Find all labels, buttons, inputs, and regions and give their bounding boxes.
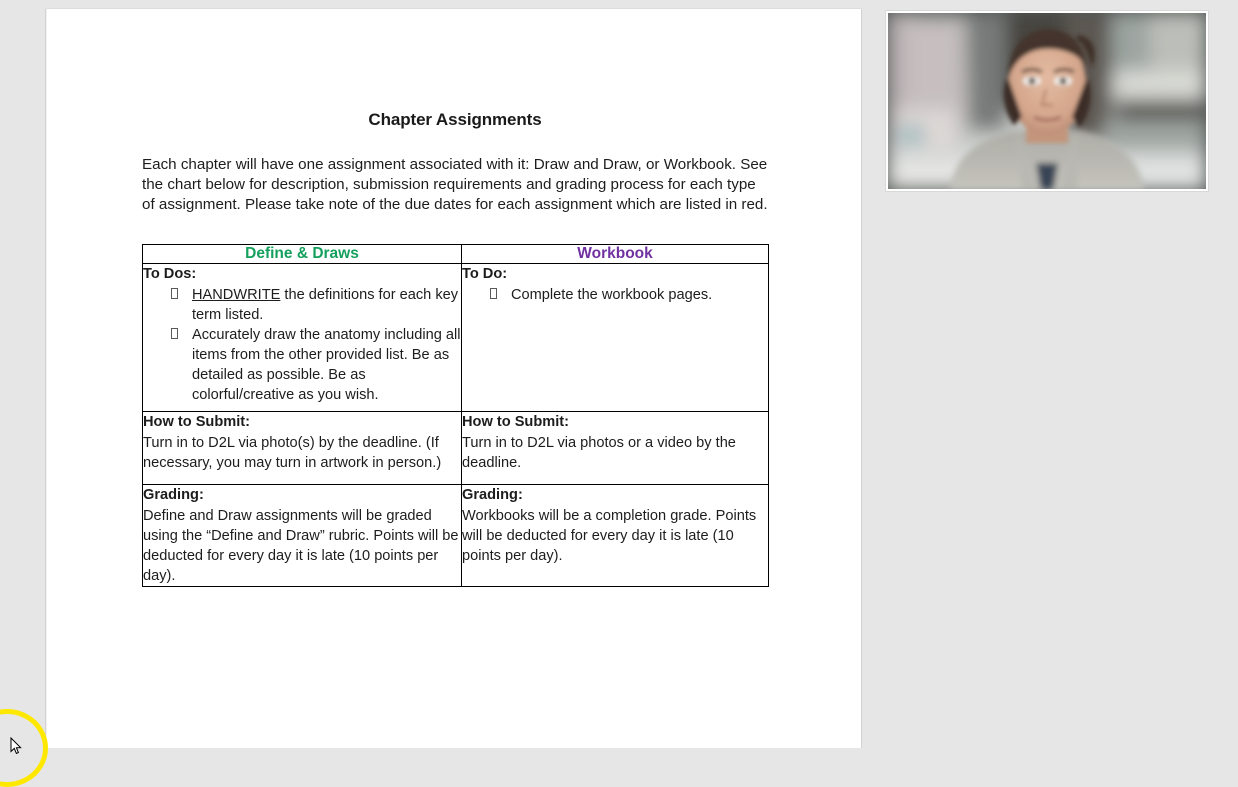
list-item-label: Complete the workbook pages. bbox=[511, 287, 713, 303]
list-item-label: Accurately draw the anatomy including all items from the other provided list. Be as detailed as possible. Be as colorful/creative as you wish. bbox=[192, 327, 461, 403]
table-row bbox=[143, 412, 769, 485]
table-header-row bbox=[143, 245, 769, 264]
intro-paragraph: Each chapter will have one assignment associated with it: Draw and Draw, or Workbook. See the chart below for description, submission requirements and grading process for each type of assignment. Please take note of the due dates for each assignment which are listed in red. bbox=[142, 156, 768, 213]
mouse-pointer-cursor bbox=[10, 737, 22, 755]
cell-label: To Do: bbox=[462, 266, 508, 282]
checkbox-bullet-icon bbox=[490, 288, 497, 299]
checkbox-bullet-icon bbox=[171, 288, 178, 299]
cell-text: Turn in to D2L via photos or a video by the deadline. bbox=[462, 435, 736, 471]
cell-label: Grading: bbox=[143, 487, 204, 503]
todo-list-workbook bbox=[462, 285, 768, 305]
table-row bbox=[143, 485, 769, 587]
yellow-ink-circle-annotation bbox=[0, 709, 48, 787]
cell-label: How to Submit: bbox=[143, 414, 251, 430]
column-header-workbook: Workbook bbox=[462, 245, 769, 264]
todo-list-define-and-draws bbox=[143, 285, 461, 405]
cell-submit-workbook bbox=[462, 412, 769, 485]
cell-todo-workbook bbox=[462, 264, 769, 412]
document-page[interactable] bbox=[46, 9, 861, 748]
assignments-table bbox=[142, 244, 769, 587]
page-title: Chapter Assignments bbox=[368, 110, 542, 129]
list-item-emphasis: HANDWRITE bbox=[192, 287, 281, 303]
cell-label: To Dos: bbox=[143, 266, 197, 282]
cell-grading-workbook bbox=[462, 485, 769, 587]
table-row bbox=[143, 264, 769, 412]
document-body bbox=[142, 9, 768, 587]
cell-grading-define-and-draws bbox=[143, 485, 462, 587]
cell-text: Workbooks will be a completion grade. Points will be deducted for every day it is late (10 points per day). bbox=[462, 508, 757, 564]
webcam-video-tile[interactable] bbox=[886, 11, 1208, 191]
list-item-label: the definitions for each key term listed. bbox=[192, 287, 459, 323]
list-item bbox=[171, 285, 461, 325]
cell-todos-define-and-draws bbox=[143, 264, 462, 412]
cell-text: Turn in to D2L via photo(s) by the deadline. (If necessary, you may turn in artwork in person.) bbox=[143, 435, 442, 471]
cell-text: Define and Draw assignments will be graded using the “Define and Draw” rubric. Points will be deducted for every day it is late (10 points per day). bbox=[143, 508, 459, 584]
column-header-define-and-draws: Define & Draws bbox=[143, 245, 462, 264]
cell-submit-define-and-draws bbox=[143, 412, 462, 485]
list-item bbox=[171, 325, 461, 405]
list-item bbox=[490, 285, 768, 305]
checkbox-bullet-icon bbox=[171, 328, 178, 339]
cell-label: Grading: bbox=[462, 487, 523, 503]
cell-label: How to Submit: bbox=[462, 414, 570, 430]
webcam-video-feed bbox=[888, 13, 1206, 189]
